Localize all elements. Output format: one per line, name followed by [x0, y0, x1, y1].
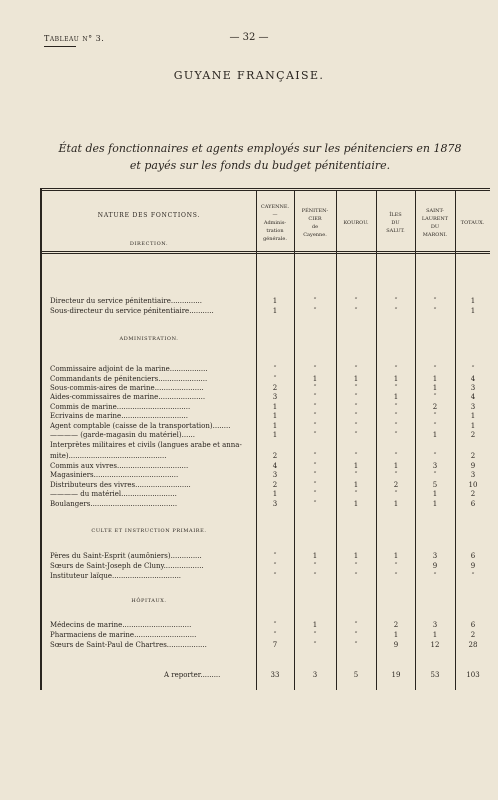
table-cell: ″: [273, 375, 277, 383]
table-cell: 3: [432, 552, 438, 560]
document-subtitle: [50, 140, 470, 174]
row-label: Sœurs de Saint-Paul de Chartres..................: [50, 641, 207, 649]
table-cell: 3: [432, 621, 438, 629]
table-cell: ″: [394, 307, 398, 315]
subtitle-line-1: État des fonctionnaires et agents employés sur les pénitenciers en 1878: [58, 142, 462, 155]
table-cell: 1: [312, 375, 318, 383]
table-cell: ″: [313, 500, 317, 508]
table-cell: 1: [353, 375, 359, 383]
table-cell: 1: [432, 631, 438, 639]
column-header-line: générale.: [263, 236, 287, 242]
column-header-line: PÉNITEN-: [301, 208, 329, 214]
table-cell: ″: [313, 490, 317, 498]
table-cell: 1: [272, 412, 278, 420]
table-cell: ″: [354, 365, 358, 373]
table-cell: 2: [470, 490, 476, 498]
table-cell: ″: [433, 297, 437, 305]
footer-cell: 3: [312, 671, 318, 679]
table-cell: ″: [313, 452, 317, 460]
table-cell: 9: [432, 562, 438, 570]
table-cell: ″: [433, 422, 437, 430]
table-cell: 1: [393, 631, 399, 639]
table-cell: 2: [272, 384, 278, 392]
table-cell: 4: [272, 462, 278, 470]
table-row: [0, 441, 498, 451]
table-cell: ″: [313, 403, 317, 411]
table-row: [0, 500, 498, 510]
table-cell: 3: [470, 384, 476, 392]
table-cell: ″: [394, 365, 398, 373]
row-label: Sœurs de Saint-Joseph de Cluny..................: [50, 562, 204, 570]
table-cell: ″: [433, 393, 437, 401]
table-cell: ″: [273, 365, 277, 373]
column-header-line: Cayenne.: [303, 232, 327, 238]
table-cell: ″: [273, 631, 277, 639]
table-cell: 3: [470, 471, 476, 479]
column-header-line: CAYENNE.: [260, 204, 290, 210]
row-label: ———— du matériel.........................: [50, 490, 177, 498]
table-cell: 2: [432, 403, 438, 411]
table-cell: ″: [394, 412, 398, 420]
table-cell: ″: [354, 631, 358, 639]
table-cell: ″: [354, 403, 358, 411]
page-number: — 32 —: [229, 32, 269, 43]
column-header-line: LAURENT: [421, 216, 449, 222]
table-cell: 9: [470, 562, 476, 570]
table-row: [0, 621, 498, 631]
table-row: [0, 412, 498, 422]
table-cell: ″: [354, 431, 358, 439]
table-cell: 1: [393, 375, 399, 383]
table-cell: ″: [471, 365, 475, 373]
footer-row: [0, 671, 498, 681]
table-cell: ″: [273, 552, 277, 560]
row-label: Magasiniers......................................: [50, 471, 179, 479]
table-row: [0, 452, 498, 462]
column-header-line: tration: [266, 228, 284, 234]
table-cell: 1: [353, 552, 359, 560]
table-cell: ″: [433, 471, 437, 479]
table-cell: 1: [393, 462, 399, 470]
column-header-line: de: [311, 224, 319, 230]
table-cell: 1: [312, 621, 318, 629]
table-row: [0, 631, 498, 641]
table-cell: 1: [432, 490, 438, 498]
table-cell: ″: [433, 452, 437, 460]
document-title: GUYANE FRANÇAISE.: [173, 69, 325, 82]
row-label: Écrivains de marine..............................: [50, 412, 188, 420]
table-cell: ″: [471, 572, 475, 580]
table-cell: ″: [394, 490, 398, 498]
table-cell: 7: [272, 641, 278, 649]
footer-cell: 103: [466, 671, 480, 679]
column-header-line: Adminis-: [263, 220, 287, 226]
table-cell: ″: [313, 393, 317, 401]
footer-cell: 33: [270, 671, 280, 679]
column-header-line: KOUROU.: [343, 220, 369, 226]
row-label: Commis de marine.................................: [50, 403, 191, 411]
table-row: [0, 572, 498, 582]
table-row: [0, 393, 498, 403]
table-top-rule: [40, 188, 490, 191]
table-cell: ″: [433, 572, 437, 580]
table-header-rule: [40, 251, 490, 254]
column-header-saint-laurent: [415, 196, 455, 250]
table-cell: ″: [354, 384, 358, 392]
column-header-line: TOTAUX.: [460, 220, 485, 226]
table-cell: ″: [394, 572, 398, 580]
table-row: [0, 431, 498, 441]
table-cell: ″: [313, 307, 317, 315]
table-cell: ″: [354, 621, 358, 629]
table-cell: 5: [432, 481, 438, 489]
table-cell: 2: [272, 481, 278, 489]
table-cell: ″: [313, 481, 317, 489]
table-cell: 9: [393, 641, 399, 649]
row-label: Commandants de pénitenciers......................: [50, 375, 208, 383]
table-cell: 1: [272, 490, 278, 498]
table-cell: 3: [432, 462, 438, 470]
table-row: [0, 307, 498, 317]
table-cell: ″: [313, 572, 317, 580]
table-row: [0, 641, 498, 651]
table-cell: 6: [470, 500, 476, 508]
table-cell: ″: [394, 471, 398, 479]
row-label: Distributeurs des vivres.........................: [50, 481, 191, 489]
row-label: Sous-commis-aires de marine......................: [50, 384, 204, 392]
table-cell: ″: [394, 452, 398, 460]
footer-cell: 5: [353, 671, 359, 679]
section-title: CULTE ET INSTRUCTION PRIMAIRE.: [91, 528, 207, 534]
table-row: [0, 490, 498, 500]
table-cell: ″: [354, 297, 358, 305]
table-cell: 6: [470, 621, 476, 629]
table-cell: 10: [468, 481, 478, 489]
table-row: [0, 297, 498, 307]
table-cell: 1: [393, 500, 399, 508]
table-cell: ″: [313, 431, 317, 439]
table-cell: ″: [433, 412, 437, 420]
subtitle-line-2: et payés sur les fonds du budget pénitentiaire.: [129, 159, 391, 172]
row-label: Pharmaciens de marine............................: [50, 631, 197, 639]
table-cell: 1: [470, 412, 476, 420]
column-header-line: SAINT-: [426, 208, 444, 214]
column-header-line: CIER: [308, 216, 322, 222]
column-header-line: MARONI.: [422, 232, 448, 238]
table-cell: ″: [313, 462, 317, 470]
table-cell: ″: [354, 393, 358, 401]
table-cell: 1: [470, 422, 476, 430]
table-cell: 6: [470, 552, 476, 560]
table-cell: ″: [313, 471, 317, 479]
table-cell: ″: [273, 621, 277, 629]
table-cell: 3: [272, 471, 278, 479]
row-label: Sous-directeur du service pénitentiaire...........: [50, 307, 214, 315]
table-cell: ″: [354, 641, 358, 649]
section-title: ADMINISTRATION.: [119, 336, 179, 342]
row-label: Interprètes militaires et civils (langues arabe et anna-: [50, 441, 242, 449]
table-cell: ″: [273, 572, 277, 580]
table-cell: 2: [393, 481, 399, 489]
table-cell: ″: [394, 384, 398, 392]
table-cell: 1: [353, 462, 359, 470]
section-title: HÔPITAUX.: [131, 598, 167, 604]
table-cell: 1: [470, 297, 476, 305]
table-cell: 1: [272, 297, 278, 305]
table-cell: ″: [433, 365, 437, 373]
column-header-totaux: [455, 196, 490, 250]
table-cell: ″: [313, 384, 317, 392]
table-cell: 1: [432, 431, 438, 439]
table-cell: 1: [272, 422, 278, 430]
column-header-kourou: [336, 196, 376, 250]
footer-cell: 19: [391, 671, 401, 679]
table-cell: 1: [393, 552, 399, 560]
row-label: Boulangers.......................................: [50, 500, 178, 508]
table-cell: ″: [313, 412, 317, 420]
row-label: ———— (garde-magasin du matériel)......: [50, 431, 196, 439]
table-cell: 1: [272, 431, 278, 439]
table-cell: 2: [393, 621, 399, 629]
row-label: Commis aux vivres................................: [50, 462, 189, 470]
column-header-line: ÎLES: [389, 212, 402, 218]
table-row: [0, 562, 498, 572]
table-cell: ″: [354, 471, 358, 479]
column-header-penitencier: [294, 196, 336, 250]
table-row: [0, 471, 498, 481]
table-cell: ″: [273, 562, 277, 570]
table-cell: 3: [272, 393, 278, 401]
table-cell: ″: [354, 490, 358, 498]
table-cell: ″: [394, 403, 398, 411]
table-cell: ″: [394, 297, 398, 305]
table-cell: 1: [470, 307, 476, 315]
table-cell: ″: [394, 562, 398, 570]
row-label: Pères du Saint-Esprit (aumôniers)..............: [50, 552, 202, 560]
header-rule: [44, 46, 76, 47]
table-cell: 1: [393, 393, 399, 401]
table-cell: 3: [470, 403, 476, 411]
column-header-iles-du-salut: [376, 196, 415, 250]
row-label: Médecins de marine...............................: [50, 621, 192, 629]
table-cell: 2: [470, 452, 476, 460]
column-header-nature: NATURE DES FONCTIONS.: [97, 212, 201, 219]
row-label: Agent comptable (caisse de la transportation)........: [50, 422, 231, 430]
row-label: Aides-commissaires de marine.....................: [50, 393, 206, 401]
table-cell: ″: [313, 631, 317, 639]
table-cell: 28: [468, 641, 478, 649]
row-label: mite)............................................: [50, 452, 167, 460]
table-number: Tableau n° 3.: [44, 34, 105, 43]
column-header-cayenne: [256, 196, 294, 250]
footer-cell: 53: [430, 671, 440, 679]
table-cell: 12: [430, 641, 440, 649]
table-row: [0, 552, 498, 562]
table-cell: ″: [354, 562, 358, 570]
column-header-line: SALUT.: [386, 228, 405, 234]
table-cell: ″: [354, 307, 358, 315]
table-cell: 4: [470, 393, 476, 401]
table-cell: ″: [433, 307, 437, 315]
table-cell: 1: [353, 500, 359, 508]
table-cell: ″: [354, 452, 358, 460]
row-label: Commissaire adjoint de la marine.................: [50, 365, 208, 373]
table-cell: 2: [470, 631, 476, 639]
table-cell: 9: [470, 462, 476, 470]
table-cell: ″: [313, 562, 317, 570]
table-cell: 1: [272, 403, 278, 411]
table-cell: 1: [312, 552, 318, 560]
column-header-line: —: [272, 212, 278, 218]
section-title: DIRECTION.: [129, 241, 169, 247]
table-cell: 1: [432, 500, 438, 508]
table-cell: 3: [272, 500, 278, 508]
table-cell: ″: [394, 431, 398, 439]
table-cell: ″: [354, 572, 358, 580]
table-cell: 2: [272, 452, 278, 460]
table-cell: ″: [354, 422, 358, 430]
column-header-line: DU: [430, 224, 440, 230]
table-cell: ″: [313, 641, 317, 649]
table-cell: ″: [313, 365, 317, 373]
table-cell: ″: [354, 412, 358, 420]
column-header-line: DU: [391, 220, 400, 226]
table-cell: 2: [470, 431, 476, 439]
footer-label: A reporter.........: [164, 671, 221, 679]
table-cell: ″: [394, 422, 398, 430]
table-cell: 1: [432, 384, 438, 392]
table-cell: 1: [272, 307, 278, 315]
table-cell: ″: [313, 297, 317, 305]
table-cell: 1: [353, 481, 359, 489]
row-label: Directeur du service pénitentiaire..............: [50, 297, 203, 305]
table-cell: ″: [313, 422, 317, 430]
row-label: Instituteur laïque...............................: [50, 572, 182, 580]
table-cell: 4: [470, 375, 476, 383]
table-row: [0, 365, 498, 375]
table-cell: 1: [432, 375, 438, 383]
